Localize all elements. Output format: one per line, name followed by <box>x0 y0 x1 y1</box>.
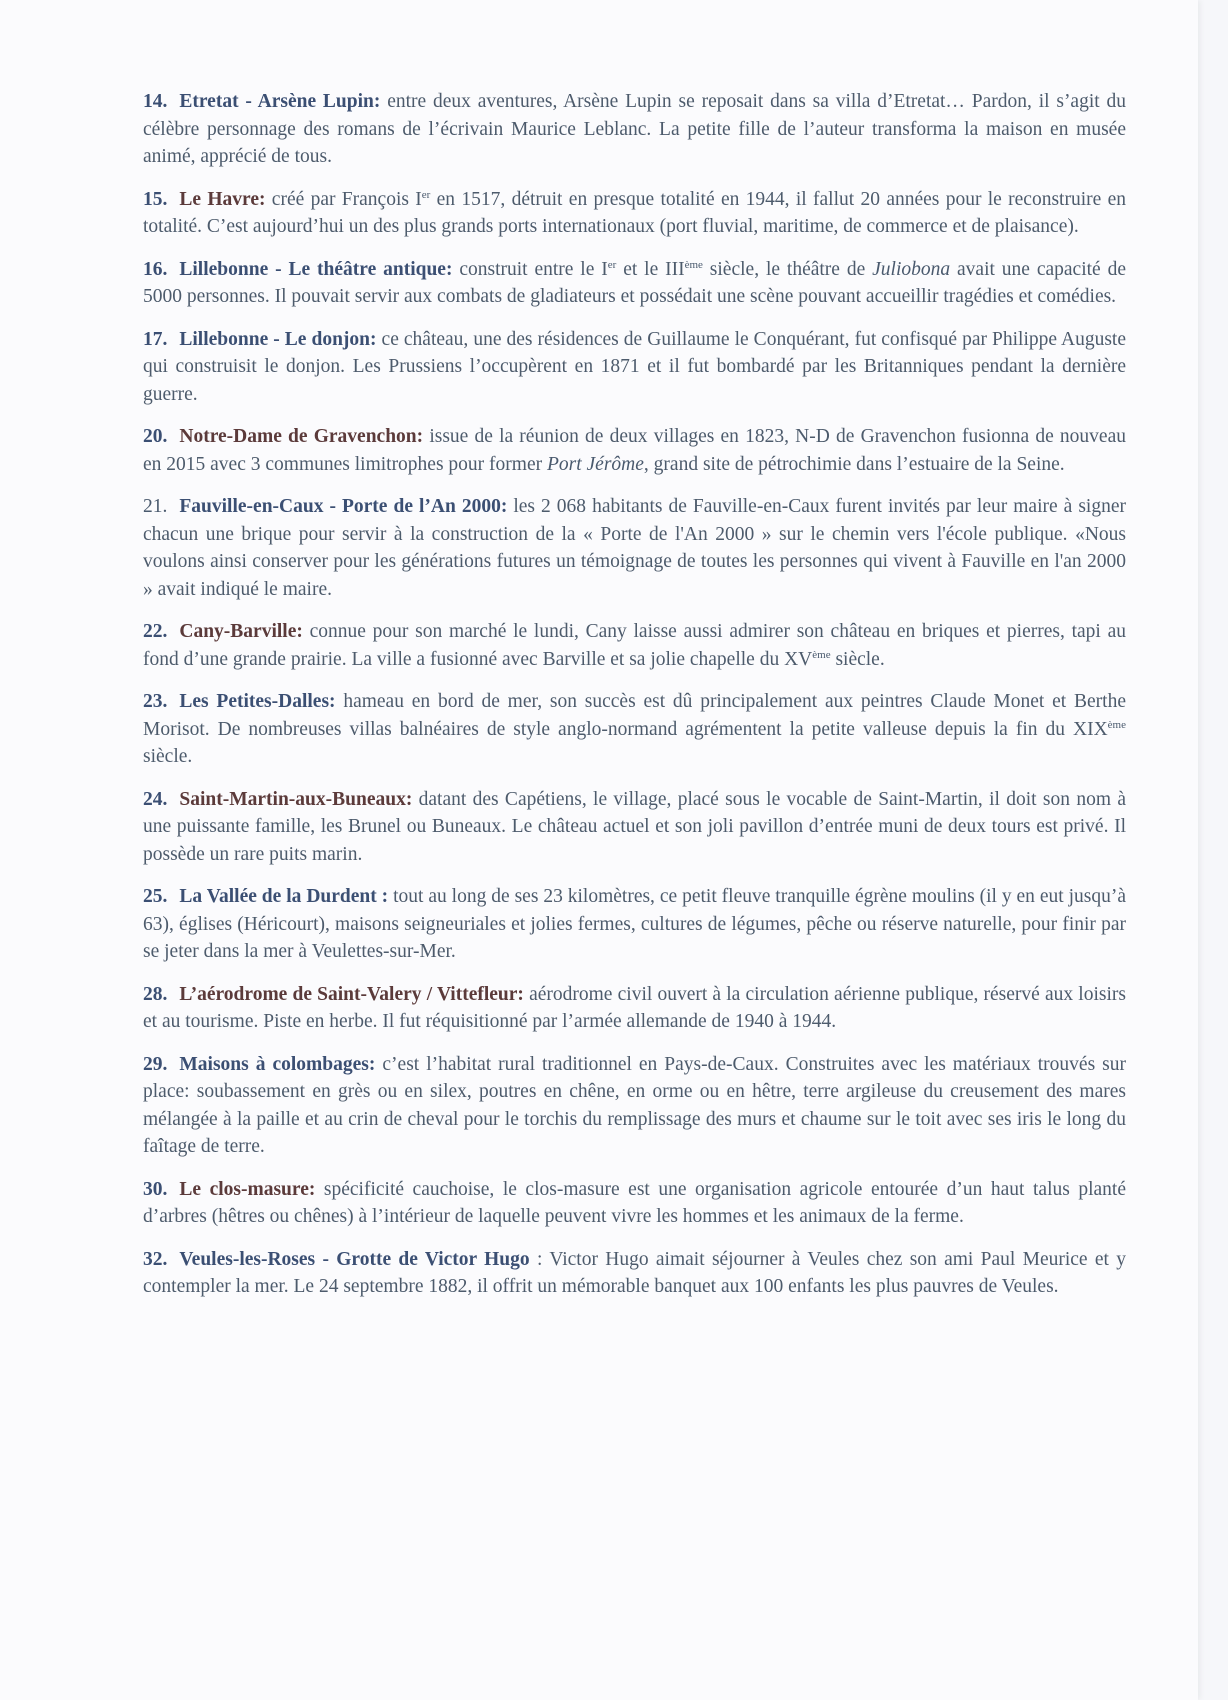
italic-name: Port Jérôme <box>546 453 644 475</box>
entry-text: spécificité cauchoise, le clos-masure est une organisation agricole entourée d’un haut talus planté d’arbres (hêtres ou chênes) à l’intérieur de laquelle peuvent vivre les hommes et les animaux de la ferme. <box>143 1178 1126 1227</box>
entry-number: 25. <box>143 886 168 907</box>
superscript: ème <box>684 258 703 271</box>
entry-number: 20. <box>143 426 168 447</box>
entry-title: Maisons à colombages: <box>179 1053 376 1075</box>
entry-17 <box>143 326 1126 409</box>
entry-number: 32. <box>143 1248 168 1270</box>
entry-text: siècle. <box>830 648 885 670</box>
entry-29 <box>143 1051 1126 1161</box>
entry-text: avait une capacité de 5000 personnes. Il pouvait servir aux combats de gladiateurs et possédait une scène pouvant accueillir tragédies et comédies. <box>143 258 1126 307</box>
entry-text: connue pour son marché le lundi, Cany laisse aussi admirer son château en briques et pierres, tapi au fond d’une grande prairie. La ville a fusionné avec Barville et sa jolie chapelle du XV <box>143 621 1126 670</box>
entry-text: , grand site de pétrochimie dans l’estuaire de la Seine. <box>643 453 1065 475</box>
superscript: er <box>607 258 617 271</box>
entry-number: 14. <box>143 91 168 112</box>
entry-number: 17. <box>143 328 168 350</box>
entry-text: créé par François I <box>265 188 422 210</box>
entry-title: Fauville-en-Caux - Porte de l’An 2000: <box>179 496 508 517</box>
entry-title: Saint-Martin-aux-Buneaux: <box>179 788 413 810</box>
superscript: er <box>421 188 431 201</box>
entry-text: issue de la réunion de deux villages en 1823, N-D de Gravenchon fusionna de nouveau en 2015 avec 3 communes limitrophes pour former <box>143 426 1126 475</box>
entry-title: Cany-Barville: <box>179 621 303 642</box>
entry-title: Le clos-masure: <box>179 1178 316 1200</box>
entry-title: Lillebonne - Le théâtre antique: <box>179 258 453 280</box>
entry-30 <box>143 1176 1126 1231</box>
entry-14 <box>143 88 1126 171</box>
superscript: ème <box>1107 718 1126 731</box>
entry-title: La Vallée de la Durdent : <box>179 886 389 907</box>
entry-text: datant des Capétiens, le village, placé sous le vocable de Saint-Martin, il doit son nom à une puissante famille, les Brunel ou Buneaux. Le château actuel et son joli pavillon d’entrée muni de deux tours est privé. Il possède un rare puits marin. <box>143 788 1126 865</box>
entry-title: L’aérodrome de Saint-Valery / Vittefleur: <box>179 983 524 1005</box>
entry-24 <box>143 786 1126 869</box>
italic-name: Juliobona <box>872 258 951 280</box>
superscript: ème <box>812 648 831 661</box>
entry-title: Le Havre: <box>179 188 266 210</box>
entry-title: Veules-les-Roses - Grotte de Victor Hugo <box>179 1248 530 1270</box>
entry-text: c’est l’habitat rural traditionnel en Pays-de-Caux. Construites avec les matériaux trouvés sur place: soubassement en grès ou en silex, poutres en chêne, en orme ou en hêtre, terre argileuse du creusement des mares mélangée à la paille et au crin de cheval pour le torchis du remplissage des murs et chaume sur le toit avec ses iris le long du faîtage de terre. <box>143 1053 1127 1157</box>
entry-number: 15. <box>143 188 168 210</box>
entry-title: Notre-Dame de Gravenchon: <box>179 426 424 447</box>
entry-21 <box>143 493 1126 603</box>
entry-title: Lillebonne - Le donjon: <box>179 328 377 350</box>
entry-text: les 2 068 habitants de Fauville-en-Caux furent invités par leur maire à signer chacun une brique pour servir à la construction de la « Porte de l'An 2000 » sur le chemin vers l'école publique. «Nous voulons ainsi conserver pour les générations futures un témoignage de toutes les personnes qui vivent à Fauville en l'an 2000 » avait indiqué le maire. <box>143 496 1126 600</box>
entry-text: : Victor Hugo aimait séjourner à Veules chez son ami Paul Meurice et y contempler la mer. Le 24 septembre 1882, il offrit un mémorable banquet aux 100 enfants les plus pauvres de Veules. <box>143 1248 1126 1297</box>
entry-text: siècle, le théâtre de <box>702 258 873 280</box>
document-body <box>143 88 1126 1316</box>
entry-23 <box>143 688 1126 771</box>
entry-number: 23. <box>143 691 168 712</box>
entry-text: et le III <box>616 258 685 280</box>
entry-number: 21. <box>143 496 168 517</box>
entry-25 <box>143 883 1126 966</box>
entry-number: 28. <box>143 983 168 1005</box>
entry-number: 29. <box>143 1053 168 1075</box>
entry-text: ce château, une des résidences de Guillaume le Conquérant, fut confisqué par Philippe Auguste qui construisit le donjon. Les Prussiens l’occupèrent en 1871 et il fut bombardé par les Britanniques pendant la dernière guerre. <box>143 328 1126 405</box>
entry-number: 16. <box>143 258 168 280</box>
entry-text: siècle. <box>143 746 193 767</box>
entry-text: entre deux aventures, Arsène Lupin se reposait dans sa villa d’Etretat… Pardon, il s’agit du célèbre personnage des romans de l’écrivain Maurice Leblanc. La petite fille de l’auteur transforma la maison en musée animé, apprécié de tous. <box>143 91 1126 167</box>
entry-text: aérodrome civil ouvert à la circulation aérienne publique, réservé aux loisirs et au tourisme. Piste en herbe. Il fut réquisitionné par l’armée allemande de 1940 à 1944. <box>143 983 1126 1032</box>
entry-number: 22. <box>143 621 168 642</box>
entry-number: 30. <box>143 1178 168 1200</box>
entry-text: hameau en bord de mer, son succès est dû principalement aux peintres Claude Monet et Berthe Morisot. De nombreuses villas balnéaires de style anglo-normand agrémentent la petite valleuse depuis la fin du XIX <box>143 691 1126 740</box>
entry-28 <box>143 981 1126 1036</box>
entry-20 <box>143 423 1126 478</box>
entry-32 <box>143 1246 1126 1301</box>
entry-22 <box>143 618 1126 673</box>
entry-16 <box>143 256 1126 311</box>
entry-text: en 1517, détruit en presque totalité en 1944, il fallut 20 années pour le reconstruire en totalité. C’est aujourd’hui un des plus grands ports internationaux (port fluvial, maritime, de commerce et de plaisance). <box>143 188 1126 237</box>
entry-title: Etretat - Arsène Lupin: <box>179 91 381 112</box>
entry-15 <box>143 186 1126 241</box>
entry-text: tout au long de ses 23 kilomètres, ce petit fleuve tranquille égrène moulins (il y en eut jusqu’à 63), églises (Héricourt), maisons seigneuriales et jolies fermes, cultures de légumes, pêche ou réserve naturelle, pour finir par se jeter dans la mer à Veulettes-sur-Mer. <box>143 886 1126 962</box>
entry-text: construit entre le I <box>452 258 608 280</box>
entry-number: 24. <box>143 788 168 810</box>
entry-title: Les Petites-Dalles: <box>179 691 336 712</box>
